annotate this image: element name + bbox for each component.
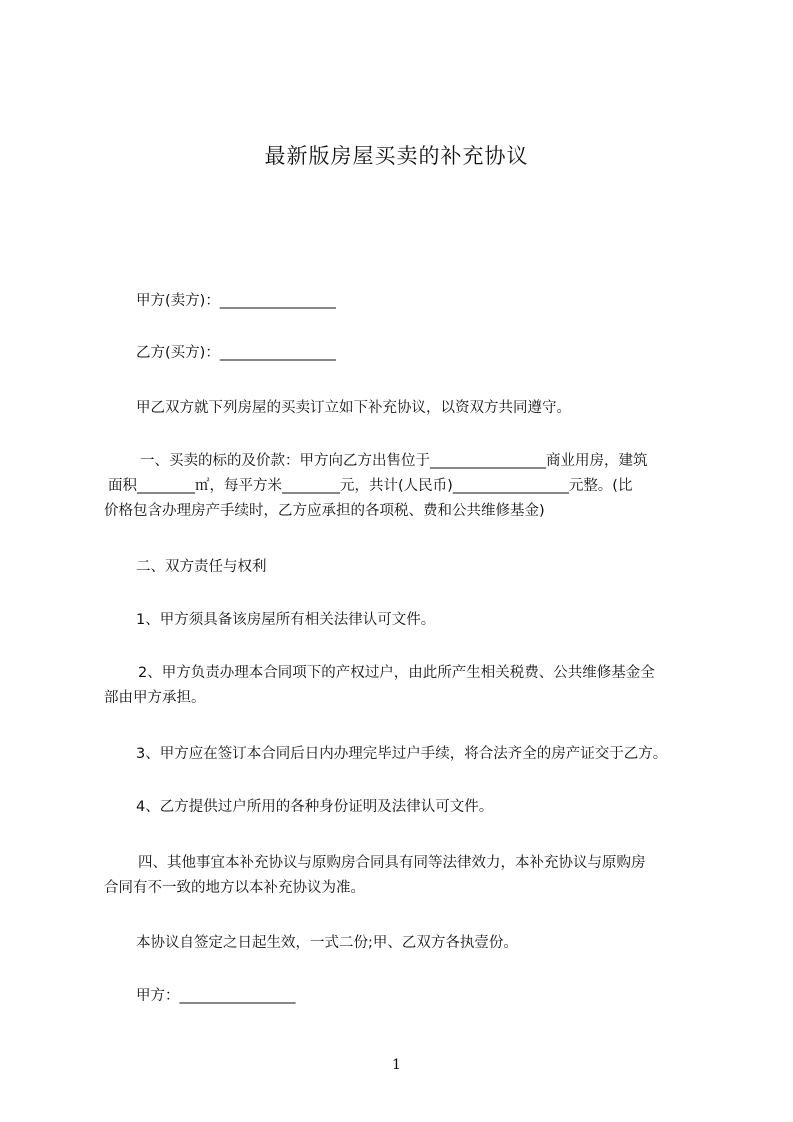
- party-a-text: 甲方(卖方)：________________: [136, 293, 336, 309]
- clause-1-line-2: 面积________㎡，每平方米________元，共计(人民币)________________元整。(比: [108, 478, 633, 494]
- party-b-text: 乙方(买方)：________________: [136, 345, 336, 361]
- document-title: 最新版房屋买卖的补充协议: [264, 144, 529, 168]
- party-b-line: [104, 341, 714, 366]
- clause-4-paragraph: [104, 851, 714, 901]
- item-4-paragraph: [104, 795, 714, 820]
- item-2-paragraph: [104, 661, 714, 711]
- clause-4-line-2: 合同有不一致的地方以本补充协议为准。: [104, 880, 365, 896]
- clause-1-paragraph: [104, 449, 714, 524]
- clause-2-heading-text: 二、双方责任与权利: [136, 559, 267, 575]
- clause-1-line-1: 一、买卖的标的及价款：甲方向乙方出售位于________________商业用房，建筑: [140, 453, 648, 469]
- signature-a-line: [104, 984, 714, 1009]
- item-2-line-2: 部由甲方承担。: [104, 690, 206, 706]
- item-1-paragraph: [104, 608, 714, 633]
- item-2-line-1: 2、甲方负责办理本合同项下的产权过户，由此所产生相关税费、公共维修基金全: [138, 665, 655, 681]
- effective-paragraph: [104, 931, 714, 956]
- item-3-paragraph: [104, 742, 714, 767]
- clause-4-line-1: 四、其他事宜本补充协议与原购房合同具有同等法律效力，本补充协议与原购房: [138, 855, 646, 871]
- intro-paragraph: [104, 396, 714, 421]
- signature-a-text: 甲方：________________: [136, 988, 296, 1004]
- clause-1-line-3: 价格包含办理房产手续时，乙方应承担的各项税、费和公共维修基金): [104, 503, 545, 519]
- item-3-text: 3、甲方应在签订本合同后日内办理完毕过户手续，将合法齐全的房产证交于乙方。: [136, 746, 668, 762]
- effective-text: 本协议自签定之日起生效，一式二份;甲、乙双方各执壹份。: [136, 935, 518, 951]
- clause-2-heading: [104, 555, 714, 580]
- item-4-text: 4、乙方提供过户所用的各种身份证明及法律认可文件。: [136, 799, 494, 815]
- party-a-line: [104, 289, 714, 314]
- intro-text: 甲乙双方就下列房屋的买卖订立如下补充协议，以资双方共同遵守。: [136, 400, 571, 416]
- item-1-text: 1、甲方须具备该房屋所有相关法律认可文件。: [136, 612, 436, 628]
- page-number: 1: [392, 1057, 401, 1073]
